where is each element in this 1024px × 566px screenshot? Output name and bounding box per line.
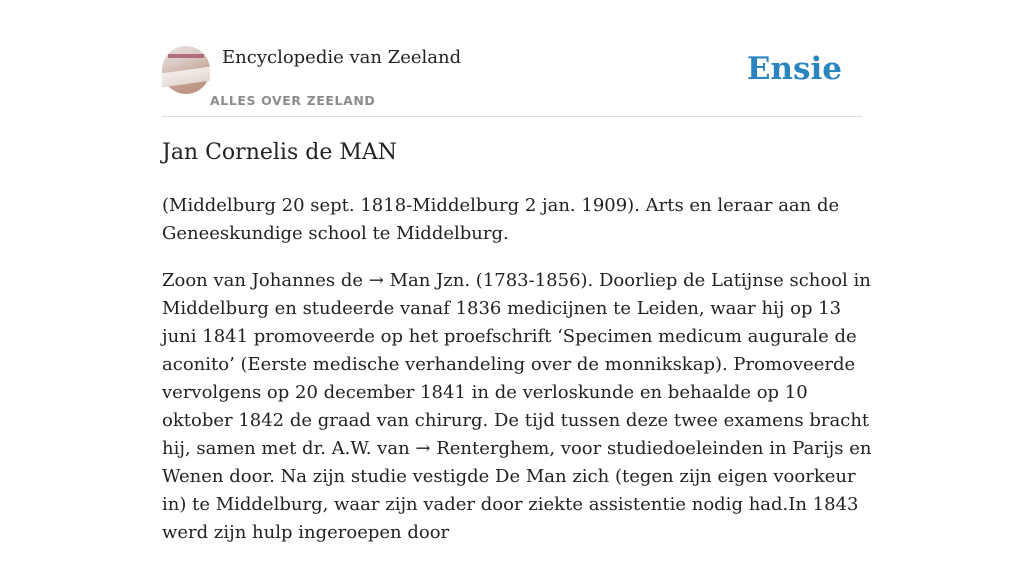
link-man[interactable]: → Man [368, 270, 431, 291]
article-intro: (Middelburg 20 sept. 1818-Middelburg 2 jan. 1909). Arts en leraar aan de Geneeskundige school te Middelburg. [162, 195, 840, 244]
link-renterghem[interactable]: → Renterghem [415, 438, 550, 459]
site-header [162, 46, 862, 117]
body-text-2: Jzn. (1783-1856). Doorliep de Latijnse school in Middelburg en studeerde vanaf 1836 medicijnen te Leiden, waar hij op 13 juni 1841 promoveerde op het proefschrift ‘Specimen medicum augurale de aconito’ (Eerste medische verhandeling over de monnikskap). Promoveerde vervolgens op 20 december 1841 in de verloskunde en behaalde op 10 oktober 1842 de graad van chirurg. De tijd tussen deze twee examens bracht hij, samen met dr. A.W. van [162, 270, 871, 459]
article-body [162, 267, 872, 547]
site-tagline: ALLES OVER ZEELAND [210, 93, 376, 108]
article-content [162, 192, 872, 566]
body-text-1: Zoon van Johannes de [162, 270, 369, 291]
site-avatar[interactable] [162, 46, 210, 94]
avatar-book-pages [162, 67, 210, 88]
body-text-3: , voor studiedoeleinden in Parijs en Wenen door. Na zijn studie vestigde De Man zich (tegen zijn eigen voorkeur in) te Middelburg, waar zijn vader door ziekte assistentie nodig had.In 1843 werd zijn hulp ingeroepen door [162, 438, 872, 543]
article-title: Jan Cornelis de MAN [162, 140, 397, 165]
site-name[interactable]: Encyclopedie van Zeeland [222, 47, 462, 68]
avatar-ribbon [168, 54, 204, 58]
brand-logo[interactable]: Ensie [746, 51, 842, 87]
